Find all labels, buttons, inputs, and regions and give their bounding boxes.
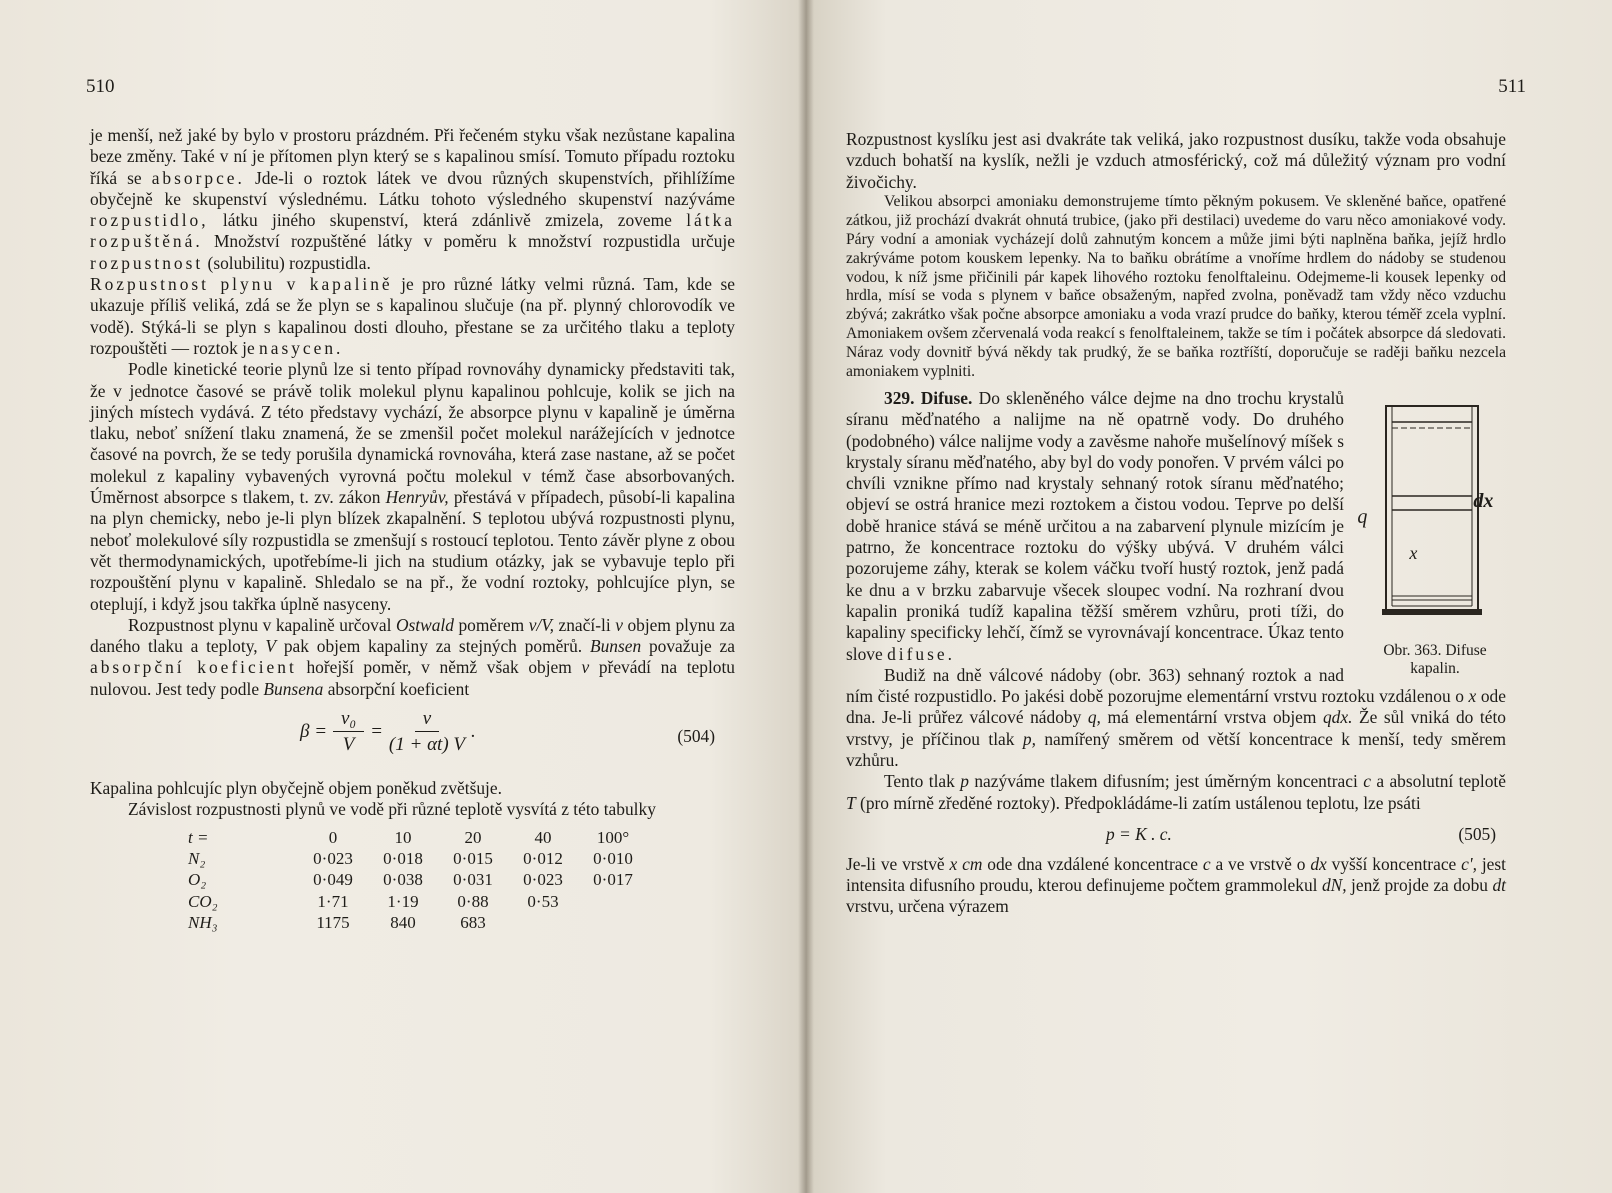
right-text-column [846,129,1506,918]
table-cell: 1·19 [387,891,419,911]
paragraph: Velikou absorpci amoniaku demonstrujeme tímto pěkným pokusem. Ve skleněné baňce, opatřené zátkou, již prochází dvakrát ohnutá trubice, (jako při destilaci) uvedeme do varu něco amoniakové vody. Páry vodní a amoniak vycházejí dolů zahnutým koncem a může jimi býti naplněna baňka, jejíž hrdlo zakrýváme potom kouskem lepenky. Na to baňku obrátíme a vnoříme hrdlem do nádoby se studenou vodou, k níž jsme přičinili pár kapek lihového roztoku fenolftaleinu. Odejmeme-li kousek lepenky od hrdla, mísí se voda s plynem v baňce obsaženým, napřed zvolna, poněvadž tam vždy něco vzduchu zbývá; zakrátko však počne absorpce amoniaku a voda vrazí prudce do baňky, kterou téměř zcela vyplní. Amoniakem ovšem zčervenalá voda reakcí s fenolftaleinem, takže se tím i počátek absorpce dá sledovati. Náraz vody dovnitř bývá někdy tak prudký, že se baňka roztříští, doporučuje se raději baňku nezcela amoniakem vyplniti. [846,192,1506,381]
table-row [188,912,648,933]
diffusion-cylinder-illustration [1380,396,1490,636]
table-row [188,891,648,912]
table-header-cell: 0 [328,827,338,847]
table-cell: 0·031 [453,870,493,890]
paragraph: Rozpustnost plynu v kapalině je pro různé látky velmi různá. Tam, kde se ukazuje příliš veliká, zdá se že plyn se s kapalinou slučuje (na př. plynný chlorovodík ve vodě). Stýká-li se plyn s kapalinou dosti dlouho, přestane se za určitého tlaku a teploty rozpouštěti — roztok je nasycen. [90,274,735,358]
paragraph: Tento tlak p nazýváme tlakem difusním; jest úměrným koncentraci c a absolutní teplotě T (pro mírně zředěné roztoky). Předpokládáme-li zatím ustálenou teplotu, lze psáti [846,771,1506,813]
formula-beta: β = [300,721,328,743]
paragraph: Rozpustnost kyslíku jest asi dvakráte tak veliká, jako rozpustnost dusíku, takže voda obsahuje vzduch bohatší na kyslík, nežli je vzduch atmosférický, což má důležitý význam pro vodní živočichy. [846,129,1506,192]
table-cell: 840 [390,912,416,932]
table-cell: 0·017 [593,870,633,890]
table-cell: 0·023 [523,870,563,890]
section-number: 329. [884,387,915,408]
book-gutter [798,0,814,1193]
table-cell: 0·038 [383,870,423,890]
table-cell [578,891,648,912]
section-title: Difuse. [920,387,973,408]
formula-504: β = $\frac{\text{v₀}}{V}$ = $\frac{v}{(1 + \alpha t) V}$ . (504) [300,708,715,756]
equation-number: (505) [1458,823,1496,844]
table-header-cell: 20 [464,827,482,847]
table-header-row [188,827,648,848]
table-header-cell: 10 [394,827,412,847]
formula-505 [846,824,1506,850]
label-q: q [1357,505,1368,528]
fraction: $\frac{\text{v₀}}{V}$ [333,708,364,756]
paragraph: Rozpustnost plynu v kapalině určoval Ostwald poměrem v/V, značí-li v objem plynu za daného tlaku a teploty, V pak objem kapaliny za stejných poměrů. Bunsen považuje za absorpční koeficient hořejší poměr, v němž však objem v převádí na teplotu nulovou. Jest tedy podle Bunsena absorpční koeficient [90,614,736,699]
right-page [806,0,1612,1193]
paragraph: je menší, než jaké by bylo v prostoru prázdném. Při řečeném styku však nezůstane kapalina beze změny. Také v ní je přítomen plyn který se s kapalinou smísí. Tomuto případu roztoku říká se absorpce. Jde-li o roztok látek ve dvou různých skupenstvích, přihlížíme obyčejně ke skupenství výslednému. Látku tohoto výsledného skupenství nazýváme rozpustidlo, látku jiného skupenství, která zdánlivě zmizela, zoveme látka rozpuštěná. Množství rozpuštěné látky v poměru k množství rozpustidla určuje rozpustnost (solubilitu) rozpustidla. [90,125,735,273]
table-cell: 0·015 [453,848,493,868]
table-header-label: t = [188,827,209,847]
paragraph: Je-li ve vrstvě x cm ode dna vzdálené koncentrace c a ve vrstvě o dx vyšší koncentrace c', jest intensita difusního proudu, kterou definujeme počtem grammolekul dN, jenž projde za dobu dt vrstvu, určena výrazem [846,853,1506,917]
table-cell [508,912,578,933]
table-header-cell: 40 [534,827,552,847]
table-cell: 0·010 [593,848,633,868]
solubility-table [188,827,648,933]
paragraph: Budiž na dně válcové nádoby (obr. 363) sehnaný roztok a nad ním čisté rozpustidlo. Po jakési době pozorujme elementární vrstvu roztoku vzdálenou o x ode dna. Je-li průřez válcové nádoby q, má elementární vrstva objem qdx. Že sůl vniká do této vrstvy, je příčinou tlak p, namířený směrem od větší koncentrace k menší, tedy směrem vzhůru. [846,664,1506,770]
table-header-cell: 100° [596,827,630,847]
label-x: x [1409,542,1418,563]
table-cell: 0·012 [523,848,563,868]
table-cell: 0·049 [313,870,353,890]
table-cell: 0·88 [457,891,489,911]
left-text-column [90,125,735,933]
equation-number: (504) [677,726,715,747]
table-row [188,869,648,890]
table-cell: 0·018 [383,848,423,868]
fraction: $\frac{v}{(1 + \alpha t) V}$ [388,708,466,756]
paragraph: Závislost rozpustnosti plynů ve vodě při různé teplotě vysvítá z této tabulky [128,799,656,820]
table-cell: 1175 [316,912,350,932]
equation: p = K . c. [1106,823,1172,844]
table-cell [578,912,648,933]
figure-caption: Obr. 363. Difuse kapalin. [1383,641,1487,677]
figure-363 [1357,396,1510,678]
table-row [188,848,648,869]
table-row-label: O₂ [188,870,207,890]
page-number-right: 511 [1498,76,1526,97]
label-dx: dx [1473,489,1494,512]
table-row-label: NH₃ [188,912,218,932]
paragraph: Podle kinetické teorie plynů lze si tento případ rovnováhy dynamicky představiti tak, že v jednotce časové se právě tolik molekul plynu kapalinou pohlcuje, kolik se jich na jiných místech vydává. Z této představy vychází, že absorpce plynu v kapalině je úměrna tlaku, neboť snížení tlaku znamená, že se zmenšil počet molekul narážejících v jednotce časové na povrch, že se tedy porušila dynamická rovnováha, která zase nastane, až se počet molekul z kapaliny vybavených vyrovná počtu molekul v témž čase absorbovaných. Úměrnost absorpce s tlakem, t. zv. zákon Henryův, přestává v případech, působí-li kapalina na plyn chemicky, nebo je-li plyn blízek zkapalnění. S teplotou ubývá rozpustnosti plynu, neboť molekulové síly rozpustidla se zmenšují s rostoucí teplotou. Tento závěr plyne z obou vět thermodynamických, upotřebíme-li jich na studium otázky, jak se vybavuje teplo při rozpouštění plynu v kapalině. Shledalo se na př., že vodní roztoky, pohlcujíce plyn, se oteplují, i když jsou takřka úplně nasyceny. [90,359,735,614]
table-row-label: CO₂ [188,891,218,911]
paragraph: 329. Difuse. dx q x Obr. 363. Difuse kapalin. Do skleněného válce dejme na dno trochu krystalů síranu měďnatého a nalijme na ně opatrně vody. Do druhého (podobného) válce nalijme vody a zavěsme nahoře mušelínový míšek s krystaly síranu měďnatého, aby byl do vody ponořen. V prvém válci po chvíli vznikne přímo nad krystaly sehnaný rotok síranu měďnatého; objeví se ostrá hranice mezi roztokem a čistou vodou. Teprve po delší době hranice stává se méně určitou a na zabarvení plynule mizícím je patrno, že koncentrace roztoku do výšky ubývá. V druhém válci pozorujeme záhy, kterak se kolem váčku tvoří hustý roztok, jenž padá ke dnu a v brzku zabarvuje všecek sloupec vodní. Na rozhraní dvou kapalin proniká tudíž kapalina těžší směrem vzhůru, proti tíži, do kapaliny specificky lehčí, čímž se vyrovnávají koncentrace. Úkaz tento slove difuse. [846,388,1506,665]
table-cell: 0·53 [527,891,559,911]
table-cell: 683 [460,912,486,932]
table-row-label: N₂ [188,848,206,868]
table-cell: 0·023 [313,848,353,868]
paragraph: Kapalina pohlcujíc plyn obyčejně objem poněkud zvětšuje. [90,778,502,799]
table-cell: 1·71 [317,891,349,911]
page-number-left: 510 [86,76,115,97]
